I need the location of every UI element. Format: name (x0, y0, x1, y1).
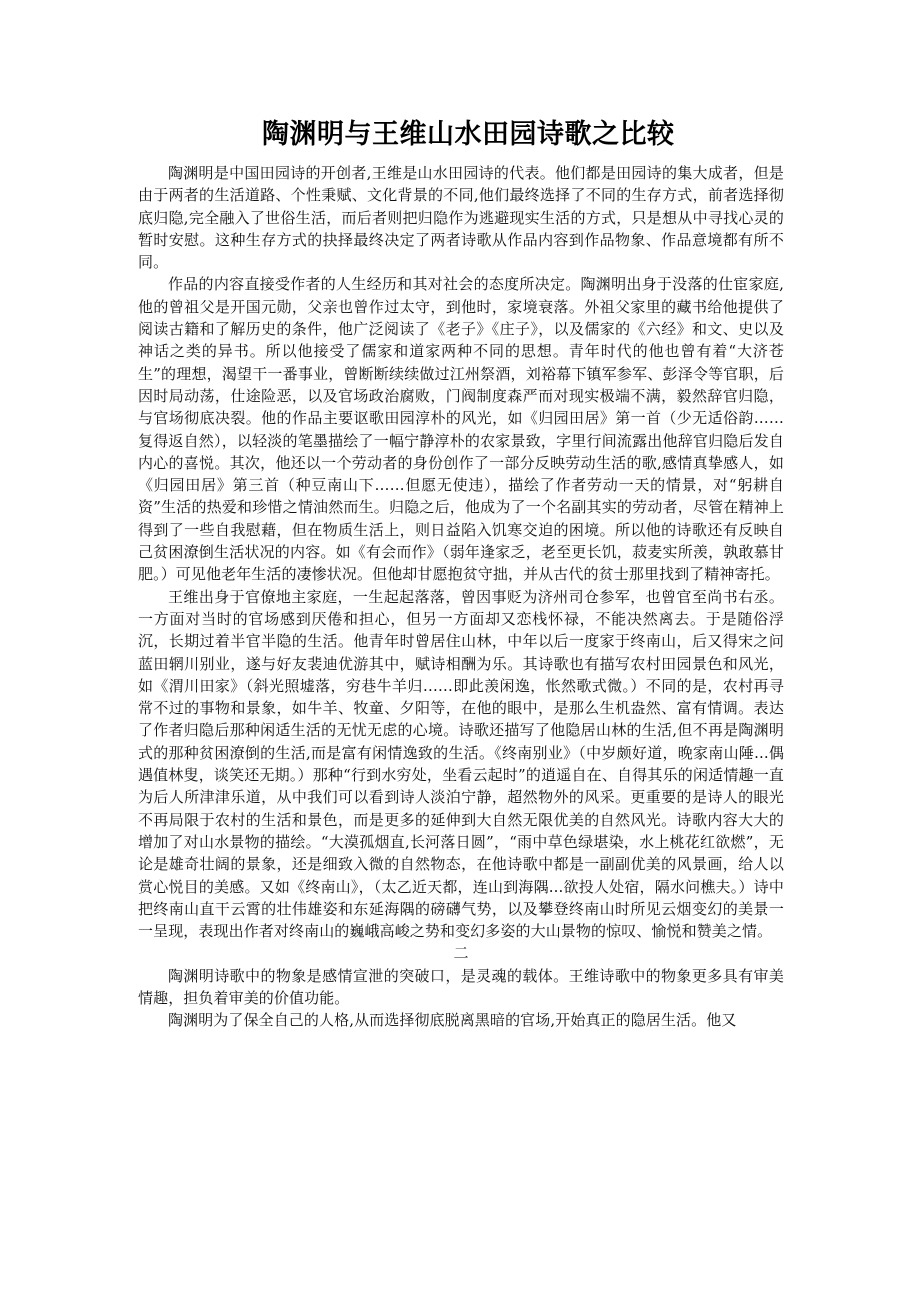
paragraph-tao-yuanming-seclusion: 陶渊明为了保全自己的人格,从而选择彻底脱离黑暗的官场,开始真正的隐居生活。他又 (168, 1011, 737, 1030)
paragraph-intro: 陶渊明是中国田园诗的开创者,王维是山水田园诗的代表。他们都是田园诗的集大成者，但是由于两者的生活道路、个性秉赋、文化背景的不同,他们最终选择了不同的生存方式，前者选择彻底归隐,完全融入了世俗生活，而后者则把归隐作为逃避现实生活的方式，只是想从中寻找心灵的暂时安慰。这种生存方式的抉择最终决定了两者诗歌从作品内容到作品物象、作品意境都有所不同。 (138, 164, 784, 272)
document-body (138, 116, 784, 1032)
section-number: 二 (453, 944, 469, 963)
paragraph-tao-yuanming-content: 作品的内容直接受作者的人生经历和其对社会的态度所决定。陶渊明出身于没落的仕宦家庭,他的曾祖父是开国元勋，父亲也曾作过太守，到他时，家境衰落。外祖父家里的藏书给他提供了阅读古籍和了解历史的条件，他广泛阅读了《老子》《庄子》，以及儒家的《六经》和文、史以及神话之类的异书。所以他接受了儒家和道家两种不同的思想。青年时代的他也曾有着“大济苍生”的理想，渴望干一番事业，曾断断续续做过江州祭酒，刘裕幕下镇军参军、彭泽令等官职，后因时局动荡，仕途险恶，以及官场政治腐败，门阀制度森严而对现实极端不满，毅然辞官归隐，与官场彻底决裂。他的作品主要讴歌田园淳朴的风光，如《归园田居》第一首（少无适俗韵……复得返自然），以轻淡的笔墨描绘了一幅宁静淳朴的农家景致，字里行间流露出他辞官归隐后发自内心的喜悦。其次，他还以一个劳动者的身份创作了一部分反映劳动生活的歌,感情真挚感人，如《归园田居》第三首（种豆南山下……但愿无使违），描绘了作者劳动一天的情景，对“躬耕自资”生活的热爱和珍惜之情油然而生。归隐之后，他成为了一个名副其实的劳动者，尽管在精神上得到了一些自我慰藉，但在物质生活上，则日益陷入饥寒交迫的困境。所以他的诗歌还有反映自己贫困潦倒生活状况的内容。如《有会而作》（弱年逢家乏，老至更长饥，菽麦实所羡，孰敢慕甘肥。）可见他老年生活的凄惨状况。但他却甘愿抱贫守拙，并从古代的贫士那里找到了精神寄托。 (138, 275, 784, 584)
paragraph-imagery: 陶渊明诗歌中的物象是感情宣泄的突破口，是灵魂的载体。王维诗歌中的物象更多具有审美情趣，担负着审美的价值功能。 (138, 966, 784, 1007)
document-title: 陶渊明与王维山水田园诗歌之比较 (262, 119, 675, 150)
paragraph-wang-wei-content: 王维出身于官僚地主家庭，一生起起落落，曾因事贬为济州司仓参军，也曾官至尚书右丞。一方面对当时的官场感到厌倦和担心，但另一方面却又恋栈怀禄，不能决然离去。于是随俗浮沉，长期过着半官半隐的生活。他青年时曾居住山林，中年以后一度家于终南山，后又得宋之问蓝田辋川别业，遂与好友裴迪优游其中，赋诗相酬为乐。其诗歌也有描写农村田园景色和风光，如《渭川田家》（斜光照墟落，穷巷牛羊归……即此羡闲逸，怅然歌式微。）不同的是，农村再寻常不过的事物和景象，如牛羊、牧童、夕阳等，在他的眼中，是那么生机盎然、富有情调。表达了作者归隐后那种闲适生活的无忧无虑的心境。诗歌还描写了他隐居山林的生活,但不再是陶渊明式的那种贫困潦倒的生活,而是富有闲情逸致的生活。《终南别业》（中岁颇好道，晚家南山陲...偶遇值林叟，谈笑还无期。）那种“行到水穷处，坐看云起时”的逍遥自在、自得其乐的闲适情趣一直为后人所津津乐道，从中我们可以看到诗人淡泊宁静，超然物外的风采。更重要的是诗人的眼光不再局限于农村的生活和景色，而是更多的延伸到大自然无限优美的自然风光。诗歌内容大大的增加了对山水景物的描绘。“大漠孤烟直,长河落日圆”，“雨中草色绿堪染，水上桃花红欲燃”，无论是雄奇壮阔的景象，还是细致入微的自然物态，在他诗歌中都是一副副优美的风景画，给人以赏心悦目的美感。又如《终南山》，（太乙近天都，连山到海隅...欲投人处宿，隔水问樵夫。）诗中把终南山直干云霄的壮伟雄姿和东延海隅的磅礴气势，以及攀登终南山时所见云烟变幻的美景一一呈现，表现出作者对终南山的巍峨高峻之势和变幻多姿的大山景物的惊叹、愉悦和赞美之情。 (138, 587, 784, 941)
